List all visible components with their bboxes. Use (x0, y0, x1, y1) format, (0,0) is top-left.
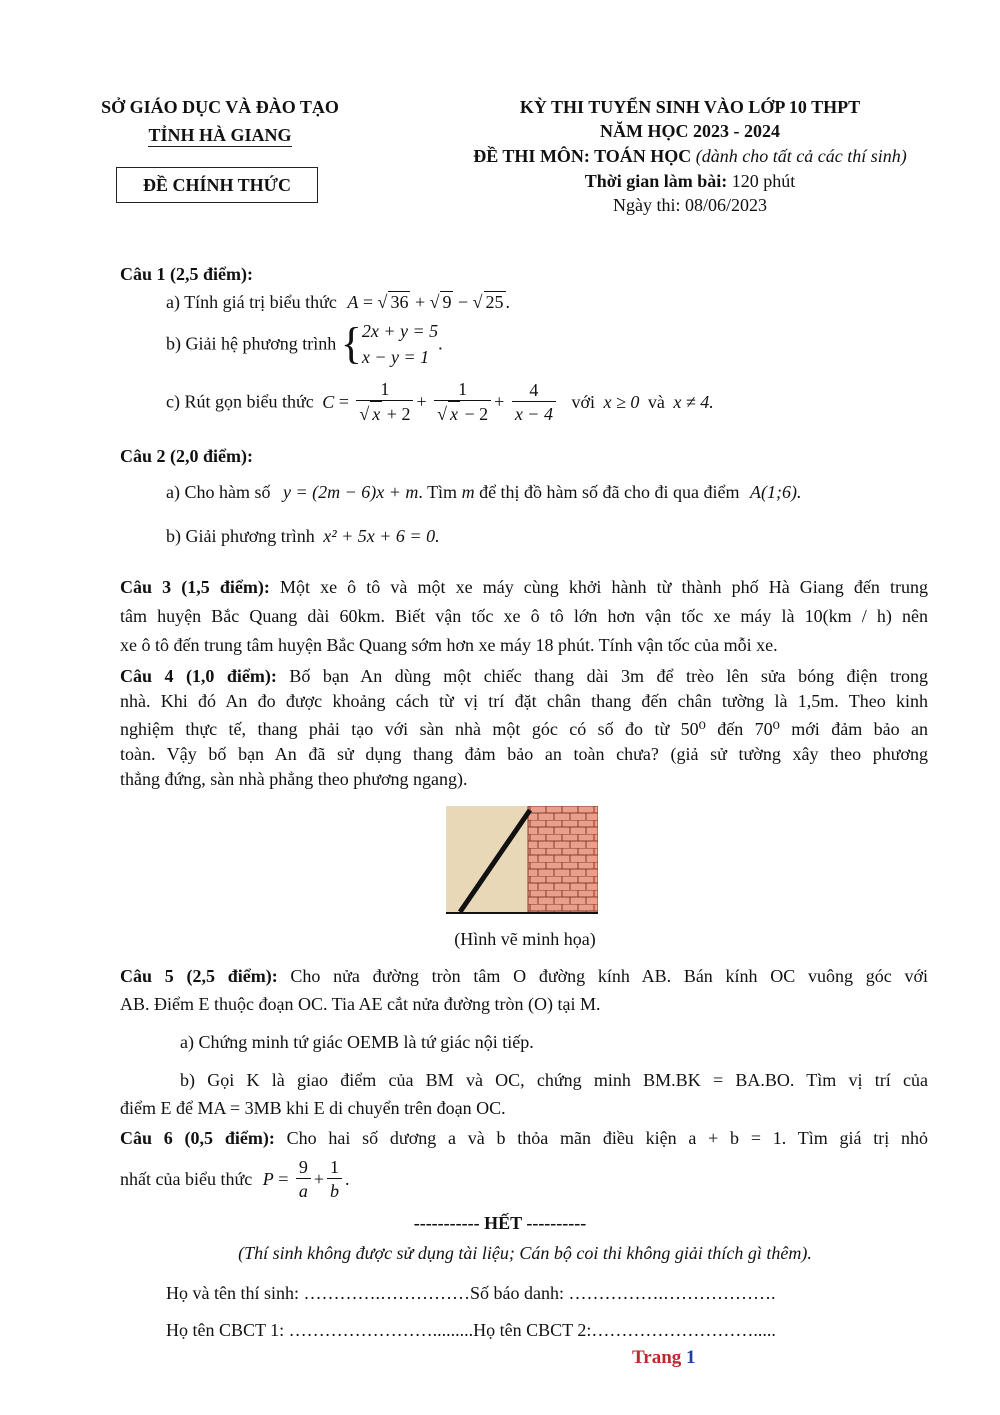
time-line: Thời gian làm bài: 120 phút (584, 171, 796, 191)
q2-title: Câu 2 (2,0 điểm): (120, 446, 253, 466)
candidate-info-line: Họ và tên thí sinh: ………….……………Số báo danh: …………….………………. (166, 1283, 776, 1303)
department-name: SỞ GIÁO DỤC VÀ ĐÀO TẠO (101, 97, 339, 117)
end-marker: ----------- HẾT ---------- (413, 1213, 587, 1233)
figure-caption: (Hình vẽ minh họa) (454, 929, 596, 949)
q1-part-c: c) Rút gọn biểu thức C = $\frac{1}{√ x + 2}$ + $\frac{1}{√ x - 2}$ + $\frac{4}{x - 4}$ với x ≥ 0 và x ≠ 4. (166, 379, 714, 424)
q6-line1: Câu 6 (0,5 điểm): Cho hai số dương a và b thỏa mãn điều kiện a + b = 1. Tìm giá trị nhỏ (120, 1128, 929, 1148)
q2-part-b: b) Giải phương trình x² + 5x + 6 = 0. (166, 526, 440, 546)
q5-intro: Câu 5 (2,5 điểm): Cho nửa đường tròn tâm O đường kính AB. Bán kính OC vuông góc với AB. Điểm E thuộc đoạn OC. Tia AE cắt nửa đường tròn (O) tại M. (120, 966, 928, 1014)
q5-part-b: b) Gọi K là giao điểm của BM và OC, chứng minh BM.BK = BA.BO. Tìm vị trí của điểm E để MA = 3MB khi E di chuyển trên đoạn OC. (120, 1070, 928, 1118)
school-year: NĂM HỌC 2023 - 2024 (600, 121, 780, 141)
exam-title: KỲ THI TUYỂN SINH VÀO LỚP 10 THPT (519, 97, 861, 117)
q4-paragraph: Câu 4 (1,0 điểm): Bố bạn An dùng một chiếc thang dài 3m để trèo lên sửa bóng điện trong nhà. Khi đó An đo được khoảng cách từ vị trí đặt chân thang đến chân tường là 1,5m. Theo kinh nghiệm thực tế, thang phải tạo với sàn nhà một góc có số đo từ 50⁰ đến 70⁰ mới đảm bảo an toàn. Vậy bố bạn An đã sử dụng thang đảm bảo an toàn chưa? (giả sử tường xây theo phương thẳng đứng, sàn nhà phẳng theo phương ngang). (120, 666, 928, 789)
subject-line: ĐỀ THI MÔN: TOÁN HỌC (dành cho tất cả các thí sinh) (473, 146, 907, 166)
exam-date: Ngày thi: 08/06/2023 (613, 195, 767, 215)
q5-part-a: a) Chứng minh tứ giác OEMB là tứ giác nội tiếp. (180, 1032, 534, 1052)
brick-wall (528, 806, 598, 914)
q6-line2: nhất của biểu thức P = $\frac{9}{a}$ + $\frac{1}{b}$ . (120, 1157, 350, 1201)
q3-paragraph: Câu 3 (1,5 điểm): Một xe ô tô và một xe máy cùng khởi hành từ thành phố Hà Giang đến trung tâm huyện Bắc Quang dài 60km. Biết vận tốc xe ô tô lớn hơn vận tốc xe máy là 10(km / h) nên xe ô tô đến trung tâm huyện Bắc Quang sớm hơn xe máy 18 phút. Tính vận tốc của mỗi xe. (120, 577, 928, 655)
q2-part-a: a) Cho hàm số y = (2m − 6)x + m. Tìm m để thị đồ hàm số đã cho đi qua điểm A(1;6). (166, 482, 802, 502)
ladder-illustration (446, 806, 598, 914)
q1-title: Câu 1 (2,5 điểm): (120, 264, 253, 284)
q1-part-a: a) Tính giá trị biểu thức A = √ 36 + √ 9 − √ 25 . (166, 292, 511, 312)
page-number: Trang 1 (632, 1347, 696, 1368)
q1-part-b: b) Giải hệ phương trình {2x + y = 5 x − y = 1. (166, 319, 443, 368)
province-name: TỈNH HÀ GIANG (148, 125, 292, 145)
official-exam-badge: ĐỀ CHÍNH THỨC (116, 167, 318, 203)
exam-note: (Thí sinh không được sử dụng tài liệu; Cán bộ coi thi không giải thích gì thêm). (238, 1243, 812, 1263)
supervisor-line: Họ tên CBCT 1: …………………….........Họ tên CBCT 2:………………………..... (166, 1320, 776, 1340)
